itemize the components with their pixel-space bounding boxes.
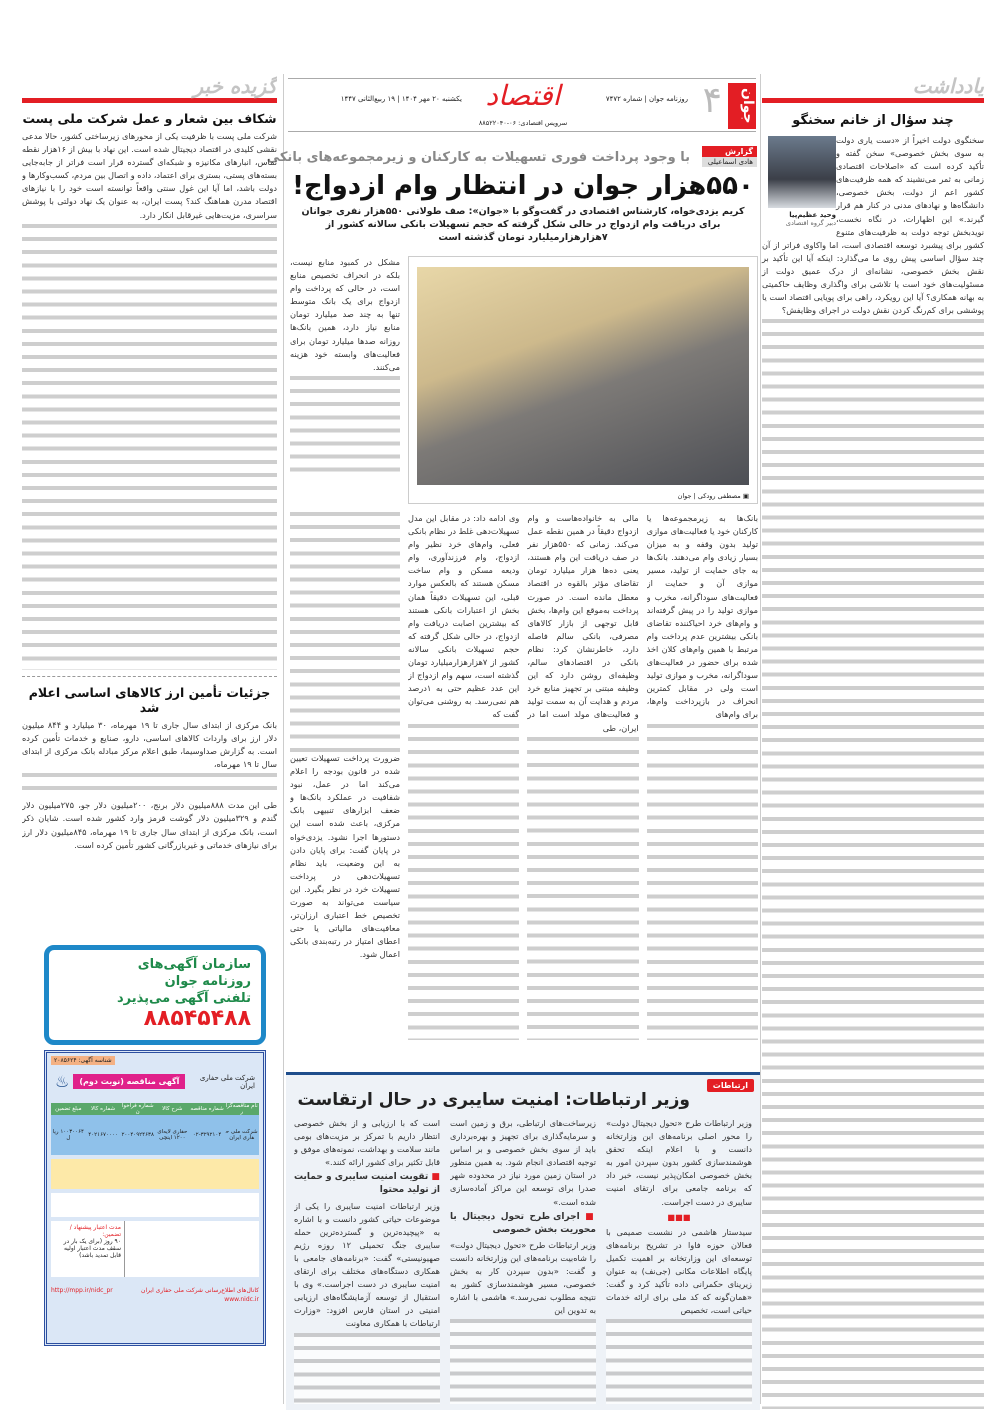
paragraph: وی ادامه داد: در مقابل این مدل تسهیلات‌دهی غلط در نظام بانکی فعلی، وام‌های خرد نظیر وام ازدواج، وام فرزندآوری، وام ودیعه مسکن و وام ساخت مسکن هستند که بالعکس موارد قبلی، این تسهیلات دقیقاً همان بخش از اعتبارات بانکی هستند که بیشترین اصابت دریافت وام ازدواج، در حالی شکل گرفته که حجم تسهیلات بانکی سالانه کشور از ۷هزارهزارمیلیارد تومان گذشته است، سهم وام ازدواج از این عدد عظیم حتی به ۱درصد هم نمی‌رسد. به روشنی می‌توان گفت که (408, 513, 520, 720)
paragraph: وزیر ارتباطات طرح «تحول دیجیتال دولت» را شاه‌بیت برنامه‌های این وزارتخانه دانست و گفت: «بدون سپردن کار به بخش خصوصی، مسیر هوشمندسازی کشور به نتیجه مطلوب نمی‌رسد.» هاشمی با اشاره به تدوین این (450, 1239, 596, 1316)
bank-hall-photo (417, 267, 749, 485)
opinion-column (762, 74, 984, 1409)
subheading: اجرای طرح تحول دیجیتال با محوریت بخش خصوصی (450, 1211, 596, 1235)
report-tag (702, 146, 757, 167)
link-nidc[interactable]: www.nidc.ir (224, 1296, 259, 1303)
section-title: اقتصاد (485, 79, 561, 112)
section-label: گزیده خبر (193, 74, 277, 98)
main-photo-frame (408, 256, 758, 504)
issue-info: روزنامه جوان | شماره ۷۴۷۲ (605, 95, 688, 103)
paragraph: بانک‌ها به زیرمجموعه‌ها یا کارکنان خود یا فعالیت‌های موازی تولید بدون وقفه و به میزان بسیار زیادی وام می‌دهند. بانک‌ها به جای حمایت از تولید، مسیر موازی آن و حمایت از فعالیت‌های سوداگرانه، مخرب و موازی تولید را در پیش گرفته‌اند و وام‌های خرد احیاکننده تقاضای بانکی بیشترین عدم پرداخت وام مرتبط با همین وام‌های کلان اخذ شده برای حضور در فعالیت‌های سوداگرانه، مخرب و موازی تولید است ولی در مقابل کمترین انحراف در بازپرداخت وام‌ها، برای وام‌های (646, 513, 758, 720)
column-divider (283, 74, 284, 1404)
brief-title: شکاف بین شعار و عمل شرکت ملی پست (22, 111, 277, 126)
section-tag: ارتباطات (707, 1079, 754, 1092)
main-body-columns (408, 512, 758, 1040)
guarantee-info (124, 1221, 259, 1277)
lead-line: کریم یزدی‌خواه، کارشناس اقتصادی در گفت‌وگو با «جوان»: صف طولانی ۵۵۰هزار نفری جوانان (301, 206, 745, 217)
ad-phone: ۸۸۵۴۵۴۸۸ (143, 1006, 251, 1031)
paragraph: وزیر ارتباطات طرح «تحول دیجیتال دولت» را محور اصلی برنامه‌های این وزارتخانه دانست و با اعلام اینکه تحقق هوشمندسازی کشور بدون سپردن امور به بخش خصوصی امکان‌پذیر نیست، خبر داد که برنامه جامعی برای ارتقای امنیت سایبری در دست اجراست. (606, 1118, 752, 1207)
camera-icon: ▣ (740, 492, 749, 500)
evaluation-note (51, 1159, 259, 1189)
credit-text: مصطفی رودکی | جوان (677, 492, 741, 500)
section-label: یادداشت (912, 74, 984, 98)
divider (762, 98, 984, 103)
page-number: ۴ (702, 80, 722, 121)
newspaper-logo: جوان (728, 83, 756, 129)
link-mpp[interactable]: http://mpp.ir/nidc_pr (51, 1287, 113, 1294)
paragraph: است که با ارزیابی و از بخش خصوصی انتظار داریم با تمرکز بر مزیت‌های بومی مانند سلامت و بهداشت، نمونه‌های موفق و قابل تکثیر برای کشور ارائه کنند.» (294, 1118, 440, 1168)
lead-line: برای دریافت وام ازدواج در حالی شکل گرفته که حجم تسهیلات بانکی سالانه کشور از ۷هزارهزارمیلیارد تومان گذشته است (325, 219, 721, 243)
tender-table: نام مناقصه‌گزار شماره مناقصه شرح کالا شماره فراخوان شماره کالا مبلغ تضمین شرکت ملی حفاری ایران ۰۲-۳۲۹۲۱۰۴ حفاری لایه‌ای ۱۲۰۰ اینچی ۲۰۰۴۰۹۲۴۶۳۸ ۴۰۲۱۶۷۰۰۰۰ ۱۰۰۳۰۰۶۴ ریال (51, 1103, 259, 1155)
ad-box (44, 945, 266, 1045)
paragraph: ضرورت پرداخت تسهیلات تعیین شده در قانون بودجه را اعلام می‌کند اما در عمل، نبود شفافیت در عملکرد بانک‌ها و ضعف ابزارهای تنبیهی بانک مرکزی، باعث شده است این دستورها اجرا نشود. یزدی‌خواه در پایان گفت: برای پایان دادن به این وضعیت، باید نظام تسهیلات‌دهی در پرداخت تسهیلات خرد در نظر بگیرد. این سیاست می‌تواند به صورت تخصیص خط اعتباری ارزان‌تر، معافیت‌های مالیاتی یا حتی اعطای امتیاز در رتبه‌بندی بانکی اعمال شود. (290, 753, 400, 960)
brief-body (22, 719, 277, 852)
author-name: هادی اسماعیلی (702, 157, 757, 167)
main-body-column-4 (290, 512, 400, 1040)
footer-text: کانال‌های اطلاع‌رسانی شرکت ملی حفاری ایران (141, 1287, 259, 1294)
ad-code: شناسه آگهی: ۲۰۸۵۶۲۴ (51, 1056, 115, 1065)
validity-value: ۹۰ روز (برای یک بار در سقف مدت اعتبار اولیه قابل تمدید باشد) (63, 1238, 121, 1259)
paragraph: مالی به خانواده‌هاست و وام ازدواج دقیقاً در همین نقطه عمل می‌کند. زمانی که ۵۵۰هزار نفر در صف دریافت این وام هستند، یعنی ده‌ها هزار میلیارد تومان تقاضای مؤثر بالقوه در اقتصاد معطل مانده است. در صورت پرداخت به‌موقع این وام‌ها، بخش قابل توجهی از بازار کالاهای مصرفی، بانکی سالم فاصله دارد، خاطرنشان کرد: نظام بانکی در اقتصادهای سالم، وظیفه‌ای روشن دارد که این وظیفه مبتنی بر تجهیز منابع خرد مردم و هدایت آن به سمت تولید و فعالیت‌های مولد است اما در ایران، طی (527, 513, 639, 733)
masthead (288, 78, 756, 132)
paragraph: طی این مدت ۸۸۸میلیون دلار برنج، ۲۰۰میلیون دلار جو، ۲۷۵میلیون دلار گندم و ۳۲۹میلیون دلار گوشت قرمز وارد کشور شده است. شایان ذکر است، بانک مرکزی از ابتدای سال جاری تا ۱۹ مهرماه، ۸۴۵میلیون دلار ارز برای نیازهای خدماتی و غیربازرگانی کشور تأمین کرده است. (22, 800, 277, 850)
ad-text: روزنامه جوان (164, 974, 251, 989)
tender-title: آگهی مناقصه (نوبت دوم) (73, 1074, 185, 1089)
kicker: با وجود پرداخت فوری تسهیلات به کارکنان و زیرمجموعه‌های بانکی (266, 150, 690, 165)
brief-body (22, 130, 277, 670)
paragraph-continued (290, 376, 400, 476)
bullet-icon: ■ (428, 1172, 440, 1183)
communications-article (286, 1072, 760, 1410)
paragraph: مشکل در کمبود منابع نیست، بلکه در انحراف تخصیص منابع است، در حالی که پرداخت وام ازدواج برای یک بانک متوسط تنها به چند صد میلیارد تومان منابع نیاز دارد، همین بانک‌ها روزانه صدها میلیارد تومان برای فعالیت‌های وابسته خود هزینه می‌کنند. (290, 257, 400, 372)
opinion-title: چند سؤال از خانم سخنگو (792, 113, 954, 128)
paragraph: شرکت ملی پست با ظرفیت یکی از محورهای زیرساختی کشور، حالا مدعی نقشی کلیدی در اقتصاد دیجیتال شده است. این نهاد با بیش از ۱۶هزار نقطه تماس، انبارهای مکانیزه و شبکه‌ای گسترده قرار است فراتر از جابه‌جایی بسته‌های پستی، بستری برای اعتماد، داده و اتصال بین مردم، کسب‌وکارها و دولت باشد، اما آیا این غول سنتی واقعاً توانسته است خود را با نیازهای اقتصاد مدرن هماهنگ کند؟ پست ایران، به عنوان یک نهاد دولتی با پوشش سراسری، مزیت‌هایی غیرقابل انکار دارد. (22, 131, 277, 220)
nioc-logo-icon: ♨ (55, 1072, 70, 1091)
service-phone: سرویس اقتصادی: ۰۶-۸۸۵۲۲۰۴۰ (478, 119, 568, 127)
author-photo (768, 136, 836, 208)
author-name: وحید عظیم‌پیا (789, 211, 836, 219)
opinion-body: سخنگوی دولت اخیراً از «دست یاری دولت به سوی بخش خصوصی» سخن گفته و تأکید کرده است که «اصلاحات اقتصادی زمانی به ثمر می‌نشیند که همه ظرفیت‌های کشور اعم از دولت، بخش خصوصی، دانشگاه‌ها و نهادهای مدنی در کنار هم قرار گیرند.» این اظهارات، در نگاه نخست، نویدبخش توجه دولت به ظرفیت‌های متنوع کشور برای پیشبرد توسعه اقتصادی است، اما واکاوی فراتر از آن چند سؤال اساسی پیش روی ما می‌گذارد: اینکه آیا این تأکید بر نقش بخش خصوصی، نشانه‌ای از درک عمیق دولت از مسئولیت‌های خود است یا تلاشی برای واگذاری وظایف حاکمیتی به بهانه همکاری؟ آیا این رویکرد، راهی برای پویایی اقتصاد است یا پوششی برای کم‌رنگ کردن نقش دولت در اجرای وظایفش؟ (762, 135, 984, 316)
tag-label: گزارش (702, 146, 757, 157)
tender-ad (44, 1050, 266, 1346)
ad-text: تلفنی آگهی می‌پذیرد (116, 991, 251, 1006)
separator: ■■■ (667, 1211, 691, 1222)
brief-title: جزئیات تأمین ارز کالاهای اساسی اعلام شد (28, 685, 271, 715)
divider (22, 98, 277, 103)
validity-label: مدت اعتبار پیشنهاد / تضمین: (69, 1224, 121, 1238)
bullet-icon: ■ (579, 1211, 596, 1222)
paragraph: سیدستار هاشمی در نشست صمیمی با فعالان حوزه فاوا در تشریح برنامه‌های توسعه‌ای این وزارتخانه بر اهمیت تکمیل پایگاه اطلاعات مکانی (جی‌نف) به عنوان زیرینای حکمرانی داده تأکید کرد و گفت: «همان‌گونه که کد ملی برای ارائه خدمات حیاتی است، تخصیص (606, 1226, 752, 1316)
author-role: دبیر گروه اقتصادی (785, 219, 836, 227)
author-box (768, 136, 836, 227)
column-divider (760, 74, 761, 1404)
brief-column (22, 74, 277, 936)
paragraph: وزیر ارتباطات امنیت سایبری را یکی از موضوعات حیاتی کشور دانست و با اشاره به «پیچیده‌ترین و گسترده‌ترین حمله سایبری جنگ تحمیلی ۱۲ روزه رژیم صهیونیستی» گفت: «برنامه‌های جامعی با همکاری دستگاه‌های مختلف برای ارتقای امنیت سایبری در دست اجراست.» وی با استقبال از توسعه آزمایشگاه‌های ارزیابی امنیتی در استان فارس افزود: «وزارت ارتباطات با همکاری معاونت (294, 1200, 440, 1329)
paragraph: بانک مرکزی از ابتدای سال جاری تا ۱۹ مهرماه، ۳۰ میلیارد و ۸۴۴ میلیون دلار ارز برای واردات کالاهای اساسی، دارو، صنایع و خدمات تأمین کرده است. به گزارش صداوسیما، طبق اعلام مرکز مبادله بانک مرکزی از ابتدای سال تا ۱۹ مهرماه، (22, 720, 277, 770)
main-side-column (290, 256, 400, 504)
ad-text: سازمان آگهی‌های (137, 957, 251, 972)
document-info (51, 1193, 259, 1217)
paragraph: زیرساخت‌های ارتباطی، برق و زمین است و سرمایه‌گذاری برای تجهیز و بهره‌برداری باید از سوی بخش خصوصی و بر اساس توجیه اقتصادی انجام شود. به همین منظور در استان زمین مورد نیاز در محدوده شهر صدرا برای توسعه این مراکز آماده‌سازی شده است.» (450, 1118, 596, 1207)
photo-credit (678, 492, 749, 500)
comm-headline: وزیر ارتباطات: امنیت سایبری در حال ارتقاست (297, 1090, 690, 1110)
comm-columns (294, 1117, 752, 1404)
main-headline: ۵۵۰هزار جوان در انتظار وام ازدواج! (292, 171, 754, 201)
issue-date: یکشنبه ۲۰ مهر ۱۴۰۴ | ۱۹ ربیع‌الثانی ۱۴۴۷ (340, 95, 462, 103)
lead (288, 205, 758, 244)
org-name: شرکت ملی حفاری ایران (199, 1073, 255, 1090)
subheading: تقویت امنیت سایبری و حمایت از تولید محتوا (294, 1172, 440, 1196)
opinion-body-continued (762, 319, 984, 1409)
